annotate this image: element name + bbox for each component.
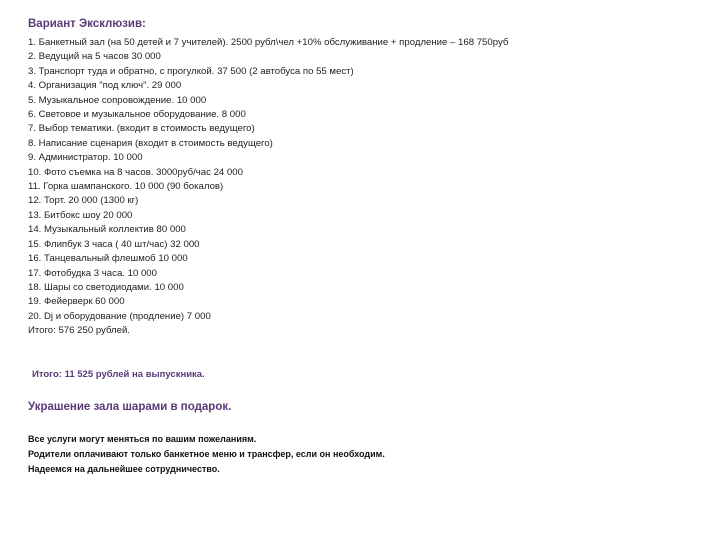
note-line: Надеемся на дальнейшее сотрудничество. [28, 464, 220, 474]
list-item: 6. Световое и музыкальное оборудование. 8 000 [28, 109, 246, 121]
list-item: 19. Фейерверк 60 000 [28, 296, 125, 308]
list-item: 10. Фото съемка на 8 часов. 3000руб/час 24 000 [28, 166, 243, 178]
gift-heading: Украшение зала шарами в подарок. [28, 401, 232, 413]
list-item: 2. Ведущий на 5 часов 30 000 [28, 51, 161, 63]
notes-list [28, 432, 385, 477]
list-item: 17. Фотобудка 3 часа. 10 000 [28, 267, 157, 279]
list-item: 16. Танцевальный флешмоб 10 000 [28, 253, 188, 265]
services-list [28, 36, 508, 339]
list-item: 7. Выбор тематики. (входит в стоимость ведущего) [28, 123, 255, 135]
list-item: 11. Горка шампанского. 10 000 (90 бокалов) [28, 181, 224, 193]
list-item: 4. Организация "под ключ". 29 000 [28, 80, 182, 92]
list-item: 1. Банкетный зал (на 50 детей и 7 учителей). 2500 рубл\чел +10% обслуживание + продление – 168 750руб [28, 37, 509, 48]
list-item: 13. Битбокс шоу 20 000 [28, 209, 133, 221]
note-line: Родители оплачивают только банкетное меню и трансфер, если он необходим. [28, 449, 385, 459]
list-item: 20. Dj и оборудование (продление) 7 000 [28, 310, 211, 322]
list-item: 14. Музыкальный коллектив 80 000 [28, 224, 186, 236]
list-item: 9. Администратор. 10 000 [28, 152, 143, 164]
list-item: 15. Флипбук 3 часа ( 40 шт/час) 32 000 [28, 238, 200, 250]
per-graduate-total: Итого: 11 525 рублей на выпускника. [32, 369, 205, 380]
list-item: 3. Транспорт туда и обратно, с прогулкой. 37 500 (2 автобуса по 55 мест) [28, 65, 354, 77]
list-item: 18. Шары со светодиодами. 10 000 [28, 281, 184, 293]
offer-title: Вариант Эксклюзив: [28, 18, 146, 30]
list-item: 5. Музыкальное сопровождение. 10 000 [28, 94, 207, 106]
list-item: 12. Торт. 20 000 (1300 кг) [28, 195, 139, 207]
total-line: Итого: 576 250 рублей. [28, 325, 130, 337]
note-line: Все услуги могут меняться по вашим пожеланиям. [28, 434, 257, 444]
list-item: 8. Написание сценария (входит в стоимость ведущего) [28, 137, 273, 149]
